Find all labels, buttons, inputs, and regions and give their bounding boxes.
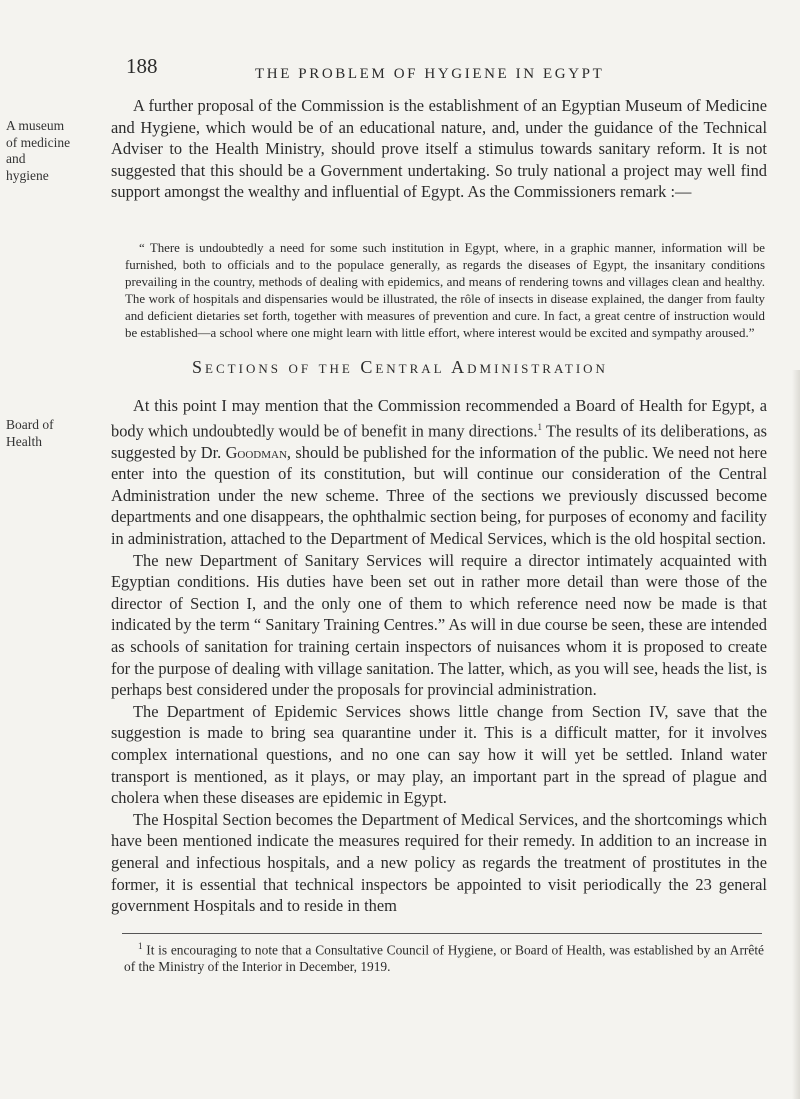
sidenote-line: hygiene	[6, 167, 49, 183]
main-text	[111, 395, 767, 917]
paragraph-museum-proposal: A further proposal of the Commission is the establishment of an Egyptian Museum of Medicine and Hygiene, which would be of an educational nature, and, under the guidance of the Technical Adviser to the Health Ministry, should prove itself a stimulus towards sanitary reform. It is not suggested that this should be a Government undertaking. So truly national a project may well find support amongst the wealthy and influential of Egypt. As the Commissioners remark :—	[111, 96, 767, 202]
author-name: Goodman	[225, 442, 287, 462]
text-run: At this point I may mention that the Commission recommended a Board of Health for Egypt, a body which undoubtedly would be of benefit in many directions.	[111, 396, 767, 441]
intro-section	[111, 95, 767, 203]
footnote-text	[124, 938, 764, 975]
text-run: It is encouraging to note that a Consultative Council of Hygiene, or Board of Health, was established by an Arrêté of the Ministry of the Interior in December, 1919.	[124, 942, 764, 975]
paragraph-medical-services: The Hospital Section becomes the Department of Medical Services, and the shortcomings which have been mentioned indicate the measures required for their remedy. In addition to an increase in general and infectious hospitals, and a new policy as regards the treatment of prostitutes in the former, it is essential that technical inspectors be appointed to visit periodically the 23 general government Hospitals and to reside in them	[111, 809, 767, 916]
section-heading: Sections of the Central Administration	[192, 357, 608, 377]
sidenote-line: Board of	[6, 417, 54, 432]
text-run: , should be published for the information of the public. We need not here enter into the question of its constitution, but will continue our consideration of the Central Administration under the new scheme. Three of the sections we previously discussed become departments and one disappears, the ophthalmic section being, for purposes of economy and facility in administration, attached to the Department of Medical Services, which is the old hospital section.	[111, 442, 767, 549]
running-title: THE PROBLEM OF HYGIENE IN EGYPT	[255, 66, 605, 82]
footnote	[124, 938, 764, 975]
sidenote-line: A museum	[6, 118, 65, 133]
text-run: The results of its deliberations, as suggested by Dr.	[111, 421, 767, 462]
sidenote-museum	[6, 118, 70, 184]
paragraph-epidemic-services: The Department of Epidemic Services shows little change from Section IV, save that the suggestion is made to bring sea quarantine under it. This is a difficult matter, for it involves complex international questions, and no one can say how it will yet be settled. Inland water transport is mentioned, as it plays, or may play, an important part in the spread of plague and cholera when these diseases are epidemic in Egypt.	[111, 701, 767, 808]
sidenote-line: Health	[6, 433, 42, 449]
sidenote-board-of-health	[6, 417, 54, 450]
page-number: 188	[126, 54, 158, 78]
sidenote-line: of medicine	[6, 134, 71, 150]
quote-text: “ There is undoubtedly a need for some such institution in Egypt, where, in a graphic manner, information will be furnished, both to officials and to the populace generally, as regards the diseases of Egypt, the insanitary conditions prevailing in the country, methods of dealing with epidemics, and means of rendering towns and villages clean and healthy. The work of hospitals and dispensaries would be illustrated, the rôle of insects in disease explained, the danger from faulty and deficient dietaries set forth, together with measures of prevention and cure. In fact, a great centre of instruction would be established—a school where one might learn with little effort, where interest would be excited and sympathy aroused.”	[125, 241, 765, 340]
commissioners-quote	[125, 240, 765, 342]
footnote-mark: 1	[138, 941, 143, 951]
paragraph-sanitary-services: The new Department of Sanitary Services will require a director intimately acquainted with Egyptian conditions. His duties have been set out in rather more detail than were those of the director of Section I, and the only one of them to which reference need now be made is that indicated by the term “ Sanitary Training Centres.” As will in due course be seen, these are intended as schools of sanitation for training certain inspectors of nuisances whom it is proposed to create for the purpose of dealing with village sanitation. The latter, which, as you will see, heads the list, is perhaps best considered under the proposals for provincial administration.	[111, 550, 767, 700]
footnote-ref: 1	[537, 421, 542, 432]
paragraph-board-of-health	[111, 395, 767, 550]
footnote-rule	[122, 933, 762, 934]
page-edge-shadow	[792, 370, 800, 1099]
sidenote-line: and	[6, 151, 26, 166]
